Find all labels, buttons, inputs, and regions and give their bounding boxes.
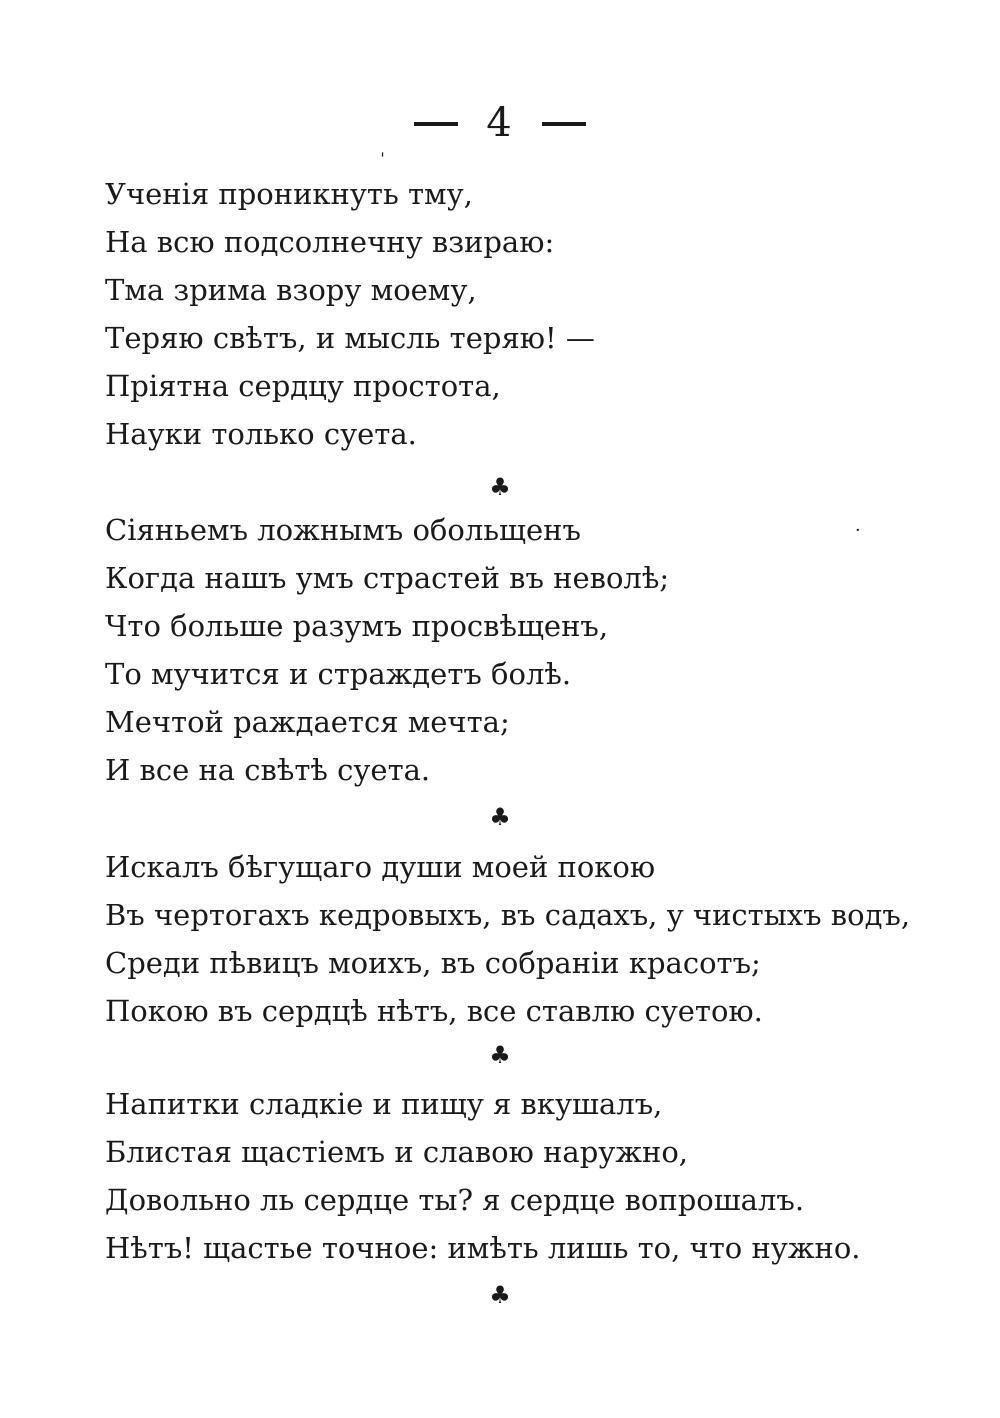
verse-line: Мечтой раждается мечта;	[105, 705, 510, 739]
verse-line: Покою въ сердцѣ нѣтъ, все ставлю суетою.	[105, 994, 763, 1028]
verse-line: Сіяньемъ ложнымъ обольщенъ	[105, 513, 581, 547]
stray-tick-mark: ˈ	[380, 150, 385, 171]
ornament-divider-4: ♣	[489, 1281, 511, 1309]
verse-line: То мучится и страждетъ болѣ.	[105, 657, 572, 691]
page-number: 4	[486, 100, 514, 146]
stanza-3	[105, 843, 935, 1035]
verse-line: Довольно ль сердце ты? я сердце вопрошалъ.	[105, 1183, 805, 1217]
verse-line: Среди пѣвицъ моихъ, въ собраніи красотъ;	[105, 946, 761, 980]
verse-line: Блистая щастіемъ и славою наружно,	[105, 1135, 689, 1169]
right-dash	[542, 122, 586, 126]
verse-line: Ученія проникнуть тму,	[105, 177, 473, 211]
verse-line: Пріятна сердцу простота,	[105, 369, 501, 403]
ornament-divider-3: ♣	[489, 1041, 511, 1069]
stanza-2	[105, 506, 935, 794]
page-number-header	[0, 100, 1000, 146]
verse-line: Науки только суета.	[105, 417, 417, 451]
verse-line: Искалъ бѣгущаго души моей покою	[105, 850, 656, 884]
verse-line: Нѣтъ! щастье точное: имѣть лишь то, что нужно.	[105, 1231, 861, 1265]
stray-dot-mark: ·	[855, 520, 861, 541]
verse-line: Теряю свѣтъ, и мысль теряю! —	[105, 321, 595, 355]
verse-line: Напитки сладкіе и пищу я вкушалъ,	[105, 1087, 663, 1121]
ornament-divider-1: ♣	[489, 473, 511, 501]
verse-line: На всю подсолнечну взираю:	[105, 225, 555, 259]
verse-line: Что больше разумъ просвѣщенъ,	[105, 609, 609, 643]
verse-line: Въ чертогахъ кедровыхъ, въ садахъ, у чистыхъ водъ,	[105, 898, 911, 932]
stanza-1	[105, 170, 935, 458]
ornament-divider-2: ♣	[489, 803, 511, 831]
verse-line: Когда нашъ умъ страстей въ неволѣ;	[105, 561, 670, 595]
verse-line: И все на свѣтѣ суета.	[105, 753, 431, 787]
verse-line: Тма зрима взору моему,	[105, 273, 477, 307]
stanza-4	[105, 1080, 935, 1272]
left-dash	[414, 122, 458, 126]
